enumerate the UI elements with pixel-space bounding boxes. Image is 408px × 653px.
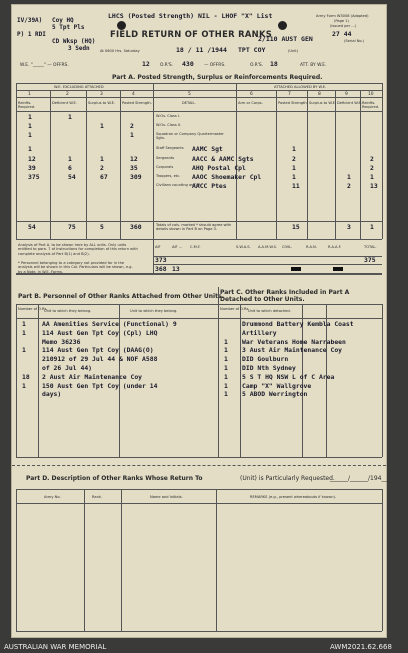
part-b-unit: of 26 Jul 44)	[42, 364, 93, 372]
part-b-col1: Number of O.Rs.	[18, 307, 48, 311]
ors2-count: 18	[270, 60, 278, 68]
part-a-arm-corps: AACC & AAMC Sgts	[192, 155, 254, 163]
page-label: (Page 1)	[334, 19, 349, 23]
ors-count: 430	[182, 60, 194, 68]
part-a-cell: 39	[28, 164, 36, 172]
part-b-unit: AA Amenities Service (Functional) 9	[42, 320, 177, 328]
part-a-total: 360	[130, 223, 142, 231]
seds: 3 Sedn	[68, 45, 90, 52]
part-d-col-remarks: REMARKS (e.g., present whereabouts if known).	[250, 495, 337, 499]
part-c-unit: War Veterans Home Narrabeen	[242, 337, 346, 346]
part-a-att-cell: 2	[292, 155, 296, 163]
part-a-cell: 2	[130, 122, 134, 130]
part-c-unit: DID Goulburn	[242, 355, 289, 364]
part-a-arm-corps: AHQ Postal Cpl	[192, 164, 246, 172]
part-a-att-cell: 2	[347, 182, 351, 190]
header-typed-line: LHCS (Posted Strength) NIL - LHOF "X" List	[108, 12, 273, 20]
analysis-heading: AIF ...	[172, 245, 183, 249]
part-a-title: Part A. Posted Strength, Surplus or Reinforcements Required.	[112, 74, 323, 81]
part-c-unit: 5 S T HQ NSW L of C Area	[242, 372, 335, 381]
army-form-number: Army Form W3008 (Adapted)	[316, 14, 369, 18]
part-a-cell: 1	[68, 113, 72, 121]
att-allowed-heading: ATTACHED ALLOWED BY W.E.	[274, 85, 327, 89]
part-b-title: Part B. Personnel of Other Ranks Attached from Other Units.	[18, 293, 224, 300]
return-date: 18 / 11 /1944	[176, 46, 227, 54]
column-heading: Posted Strength.	[278, 101, 308, 105]
part-a-detail: Troopers, etc.	[156, 174, 181, 178]
part-c-count: 1	[224, 372, 228, 381]
part-a-cell: 1	[100, 122, 104, 130]
form-title: FIELD RETURN OF OTHER RANKS	[110, 29, 273, 39]
part-c-count: 1	[224, 364, 228, 372]
column-heading: DETAIL.	[182, 101, 196, 105]
part-a-detail: W.Os. Class II.	[156, 123, 182, 127]
part-a-cell: 12	[130, 155, 138, 163]
part-b-unit: 210912 of 29 Jul 44 & NOF A588	[42, 355, 158, 364]
column-heading: Deficient W.E.	[337, 101, 362, 105]
offrs-count: 12	[142, 60, 150, 68]
part-b-unit: 2 Aust Air Maintenance Coy	[42, 372, 143, 381]
analysis-note: Analysis of Part A. to be shown here by ALL units. Only units entitled to para. 7 of Instructions for completion of this return with complete analysis of Part B(1) and B(2).	[18, 243, 138, 256]
column-number: 6	[250, 92, 253, 97]
part-a-att-cell: 1	[347, 173, 351, 181]
cd-wksp: CD Wksp (HQ)	[52, 38, 96, 45]
part-a-detail: Corporals	[156, 165, 174, 169]
field-return-form	[11, 4, 387, 638]
tpt-pls: 5 Tpt Pls	[52, 24, 85, 31]
part-c-unit: DID Nth Sydney	[242, 364, 296, 372]
part-b-count: 1	[22, 381, 26, 390]
punch-hole	[278, 21, 287, 30]
part-a-att-cell: 1	[292, 145, 296, 153]
we-excl-heading: W.E. EXCLUDING ATTACHED	[54, 85, 104, 89]
part-c-unit: Drummond Battery Kembla Coast	[242, 320, 354, 328]
column-number: 7	[288, 92, 291, 97]
column-heading: Reinfts. Required.	[362, 101, 380, 109]
part-c-col1: Number of O.Rs.	[220, 307, 250, 311]
analysis-heading: AIF	[155, 245, 161, 249]
column-heading: Surplus to W.E.	[88, 101, 116, 105]
part-b-count: 1	[22, 320, 26, 328]
part-a-cell: 1	[130, 131, 134, 139]
part-a-detail: Civilians counting as O.R.	[156, 183, 202, 187]
part-a-detail: W.Os. Class I.	[156, 114, 181, 118]
footer-institution: AUSTRALIAN WAR MEMORIAL	[4, 643, 107, 651]
footer-accession: AWM2021.62.668	[330, 643, 392, 651]
part-a-cell: 1	[100, 155, 104, 163]
unit-label: (Unit)	[288, 49, 299, 53]
part-b-count: 1	[22, 346, 26, 355]
part-a-arm-corps: AACC Ptes	[192, 182, 227, 190]
unit-code: IV/39A)	[17, 17, 43, 24]
unit-handwritten: 2/110 AUST GEN	[258, 35, 313, 43]
column-heading: Posted Strength.	[122, 101, 152, 105]
part-d-col-army-no: Army No.	[44, 495, 61, 499]
part-a-totals-detail: Totals of cols. marked * should agree with details shown in Part B on Page 3.	[156, 223, 232, 232]
part-a-cell: 1	[28, 113, 32, 121]
part-c-count: 1	[224, 390, 228, 399]
ors2-label: O.R'S.	[250, 63, 264, 68]
column-number: 10	[368, 92, 374, 97]
column-number: 1	[28, 92, 31, 97]
part-a-cell: 35	[130, 164, 138, 172]
part-a-cell: 1	[28, 122, 32, 130]
part-a-att-cell: 1	[370, 173, 374, 181]
column-number: 9	[345, 92, 348, 97]
part-a-att-total: 3	[347, 223, 351, 231]
column-number: 2	[66, 92, 69, 97]
part-a-cell: 309	[130, 173, 142, 181]
part-c-unit: Camp "X" Wallgrove	[242, 381, 312, 390]
part-a-total: 54	[28, 223, 36, 231]
part-a-cell: 54	[68, 173, 76, 181]
part-b-count: 1	[22, 328, 26, 337]
serial-label: (Serial No.)	[344, 39, 365, 43]
coy-hq: Coy HQ	[52, 17, 74, 24]
at-line: At 0600 Hrs. Saturday	[100, 49, 140, 53]
offrs2-label: — OFFRS.	[204, 63, 226, 68]
part-a-arm-corps: AAOC Shoemaker Cpl	[192, 173, 262, 181]
part-a-att-cell: 1	[292, 173, 296, 181]
part-a-detail: Sergeants	[156, 156, 175, 160]
part-a-cell: 1	[28, 145, 32, 153]
column-heading: Reinfts. Required.	[18, 101, 36, 109]
analysis-heading: A.A.M.W.S.	[258, 245, 278, 249]
analysis-heading: C.M.F.	[190, 245, 201, 249]
part-c-unit: 5 ABOD Werrington	[242, 390, 308, 399]
part-c-title: Part C. Other Ranks Included in Part A Detached to Other Units.	[220, 289, 350, 303]
column-heading: Deficient W.E.	[52, 101, 77, 105]
analysis-heading: R.A.N.	[306, 245, 317, 249]
part-a-total: 75	[68, 223, 76, 231]
part-b-unit: 114 Aust Gen Tpt Coy (Cpl) LHQ	[42, 328, 158, 337]
part-a-cell: 12	[28, 155, 36, 163]
analysis-heading: R.A.A.F.	[328, 245, 342, 249]
analysis-cell: 368	[155, 265, 167, 273]
column-number: 8	[318, 92, 321, 97]
part-a-cell: 1	[68, 155, 72, 163]
part-c-count: 1	[224, 355, 228, 364]
redaction-bar	[333, 267, 343, 271]
column-number: 3	[100, 92, 103, 97]
analysis-heading: S.W.A.S.	[236, 245, 251, 249]
part-c-unit: Artillery	[242, 328, 277, 337]
part-a-detail: Staff Sergeants	[156, 146, 184, 150]
part-b-col2: Unit to which they belong.	[44, 309, 92, 313]
part-c-count: 1	[224, 337, 228, 346]
part-a-cell: 1	[28, 131, 32, 139]
column-heading: Surplus to W.E.	[309, 101, 337, 105]
part-a-cell: 375	[28, 173, 40, 181]
part-a-cell: 67	[100, 173, 108, 181]
part-a-att-cell: 1	[292, 164, 296, 172]
part-a-cell: 2	[100, 164, 104, 172]
analysis-cell: 13	[172, 265, 180, 273]
part-d-title: Part D. Description of Other Ranks Whose Return To	[26, 475, 203, 482]
we-line: W.E. "_____" — OFFRS.	[20, 63, 69, 68]
part-a-detail: Squadron or Company Quartermaster Sgts.	[156, 132, 224, 141]
part-c-unit: 3 Aust Air Maintenance Coy	[242, 346, 343, 355]
part-d-col-name: Name and Initials.	[150, 495, 183, 499]
part-c-count: 1	[224, 346, 228, 355]
analysis-cell: 375	[364, 256, 376, 264]
part-c-count: 1	[224, 381, 228, 390]
part-a-att-cell: 13	[370, 182, 378, 190]
part-b-unit: 114 Aust Gen Tpt Coy (DAAG(O)	[42, 346, 154, 355]
unit2-handwritten: TPT COY	[238, 46, 266, 54]
att-label: ATT. BY W.E.	[300, 63, 327, 68]
redaction-bar	[291, 267, 301, 271]
part-a-att-total: 15	[292, 223, 300, 231]
part-b-unit: days)	[42, 390, 62, 399]
part-d-date: ______/______/194__	[330, 475, 388, 482]
part-a-arm-corps: AAMC Sgt	[192, 145, 223, 153]
part-d-col-rank: Rank.	[92, 495, 103, 499]
analysis-note2: * Personnel belonging to a category not provided for in the analysis will be shown in this Col. Particulars will be shown, e.g. by a Note, in W.E. Forms.	[18, 261, 133, 274]
analysis-cell: 373	[155, 256, 167, 264]
part-a-att-cell: 2	[370, 155, 374, 163]
analysis-heading: TOTAL.	[364, 245, 377, 249]
serial-number: 27 44	[332, 30, 352, 38]
part-d-unit-label: (Unit) is Particularly Requested.	[240, 475, 335, 482]
column-number: 4	[132, 92, 135, 97]
part-a-cell: 6	[68, 164, 72, 172]
part-b-unit: 150 Aust Gen Tpt Coy (under 14	[42, 381, 158, 390]
wksp: P) 1 RDI	[17, 31, 46, 38]
column-number: 5	[188, 92, 191, 97]
analysis-heading: CIVIL.	[282, 245, 293, 249]
part-b-count: 18	[22, 372, 30, 381]
ors-label: O.R'S.	[160, 63, 174, 68]
part-b-unit: Memo 36236	[42, 337, 81, 346]
column-heading: Arm or Corps.	[238, 101, 263, 105]
part-a-att-cell: 11	[292, 182, 300, 190]
part-a-att-total: 1	[370, 223, 374, 231]
part-a-att-cell: 2	[370, 164, 374, 172]
issued-label: (Issued per ...)	[330, 24, 357, 28]
part-a-total: 5	[100, 223, 104, 231]
part-b-col3: Unit to which they belong.	[130, 309, 178, 313]
part-c-col2: Unit to which detached.	[248, 309, 291, 313]
